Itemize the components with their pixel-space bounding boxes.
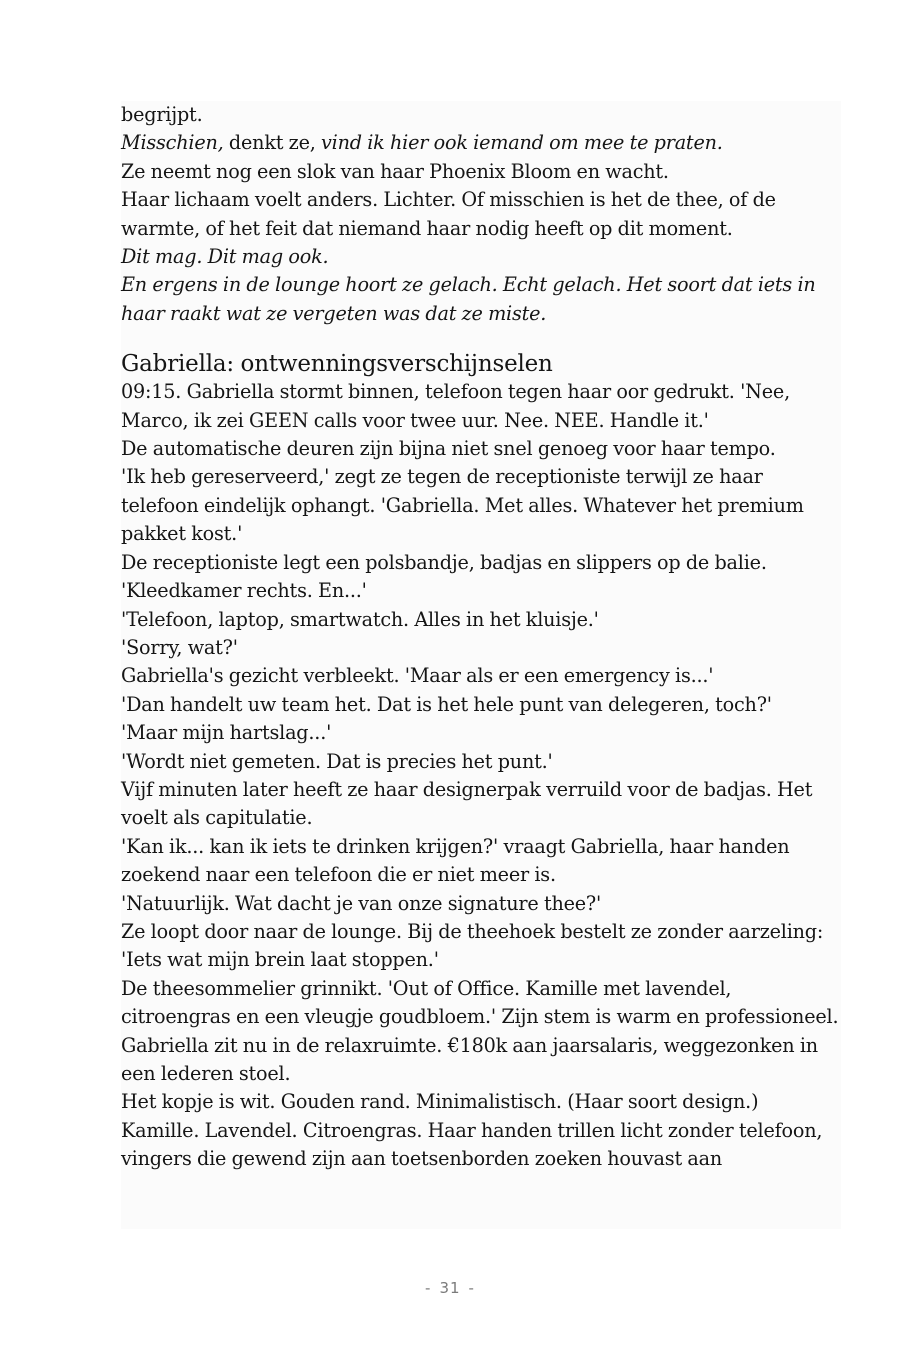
paragraph: 'Kan ik... kan ik iets te drinken krijgen?' vraagt Gabriella, haar handen zoekend naar een telefoon die er niet meer is. xyxy=(121,834,790,887)
text-run: denkt ze, xyxy=(223,131,322,155)
body-text xyxy=(121,101,841,1229)
text-run: begrijpt. xyxy=(121,103,203,126)
text-run: Haar lichaam voelt anders. Lichter. Of misschien is het de thee, of de warmte, of het feit dat niemand haar nodig heeft op dit moment. xyxy=(121,188,776,240)
paragraph xyxy=(121,158,841,186)
paragraph xyxy=(121,101,841,129)
italic-text-run: En ergens in de lounge hoort ze gelach. Echt gelach. Het soort dat iets in haar raakt wat ze vergeten was dat ze miste. xyxy=(121,273,816,325)
paragraph xyxy=(121,129,841,157)
paragraph: 'Maar mijn hartslag...' xyxy=(121,721,332,745)
italic-text-run: Misschien, xyxy=(121,131,224,155)
paragraph: 'Wordt niet gemeten. Dat is precies het punt.' xyxy=(121,749,553,773)
paragraph: 'Sorry, wat?' xyxy=(121,635,238,659)
paragraph: Kamille. Lavendel. Citroengras. Haar handen trillen licht zonder telefoon, vingers die gewend zijn aan toetsenborden zoeken houvast aan xyxy=(121,1118,823,1171)
paragraph: Gabriella zit nu in de relaxruimte. €180k aan jaarsalaris, weggezonken in een lederen stoel. xyxy=(121,1033,818,1085)
italic-text-run: Dit mag. Dit mag ook. xyxy=(121,245,329,269)
paragraph: De receptioniste legt een polsbandje, badjas en slippers op de balie. xyxy=(121,550,767,574)
section-heading: Gabriella: ontwenningsverschijnselen xyxy=(121,351,553,378)
paragraph: Ze loopt door naar de lounge. Bij de theehoek bestelt ze zonder aarzeling: 'Iets wat mijn brein laat stoppen.' xyxy=(121,919,824,972)
paragraph: 'Kleedkamer rechts. En...' xyxy=(121,579,367,603)
page-number: 31 xyxy=(439,1279,461,1297)
paragraph: Het kopje is wit. Gouden rand. Minimalistisch. (Haar soort design.) xyxy=(121,1090,759,1114)
paragraph: Vijf minuten later heeft ze haar designerpak verruild voor de badjas. Het voelt als capitulatie. xyxy=(121,777,813,830)
footer-dash-right: - xyxy=(468,1279,475,1297)
paragraph: 09:15. Gabriella stormt binnen, telefoon tegen haar oor gedrukt. 'Nee, Marco, ik zei GEEN calls voor twee uur. Nee. NEE. Handle it.' xyxy=(121,380,790,432)
page-footer xyxy=(0,1279,900,1297)
italic-text-run: vind ik hier ook iemand om mee te praten. xyxy=(321,131,723,155)
paragraph: 'Telefoon, laptop, smartwatch. Alles in het kluisje.' xyxy=(121,607,599,631)
footer-dash-left: - xyxy=(425,1279,432,1297)
paragraph: De automatische deuren zijn bijna niet snel genoeg voor haar tempo. xyxy=(121,437,776,461)
paragraph: De theesommelier grinnikt. 'Out of Office. Kamille met lavendel, citroengras en een vleugje goudbloem.' Zijn stem is warm en professioneel. xyxy=(121,976,839,1029)
paragraph xyxy=(121,186,841,243)
paragraph: Gabriella's gezicht verbleekt. 'Maar als er een emergency is...' xyxy=(121,664,714,688)
paragraph xyxy=(121,271,841,328)
text-run: Ze neemt nog een slok van haar Phoenix Bloom en wacht. xyxy=(121,159,669,183)
paragraph: 'Dan handelt uw team het. Dat is het hele punt van delegeren, toch?' xyxy=(121,692,772,716)
paragraph: 'Natuurlijk. Wat dacht je van onze signature thee?' xyxy=(121,891,602,915)
paragraph xyxy=(121,243,841,271)
paragraph: 'Ik heb gereserveerd,' zegt ze tegen de receptioniste terwijl ze haar telefoon eindelijk ophangt. 'Gabriella. Met alles. Whatever het premium pakket kost.' xyxy=(121,465,804,546)
